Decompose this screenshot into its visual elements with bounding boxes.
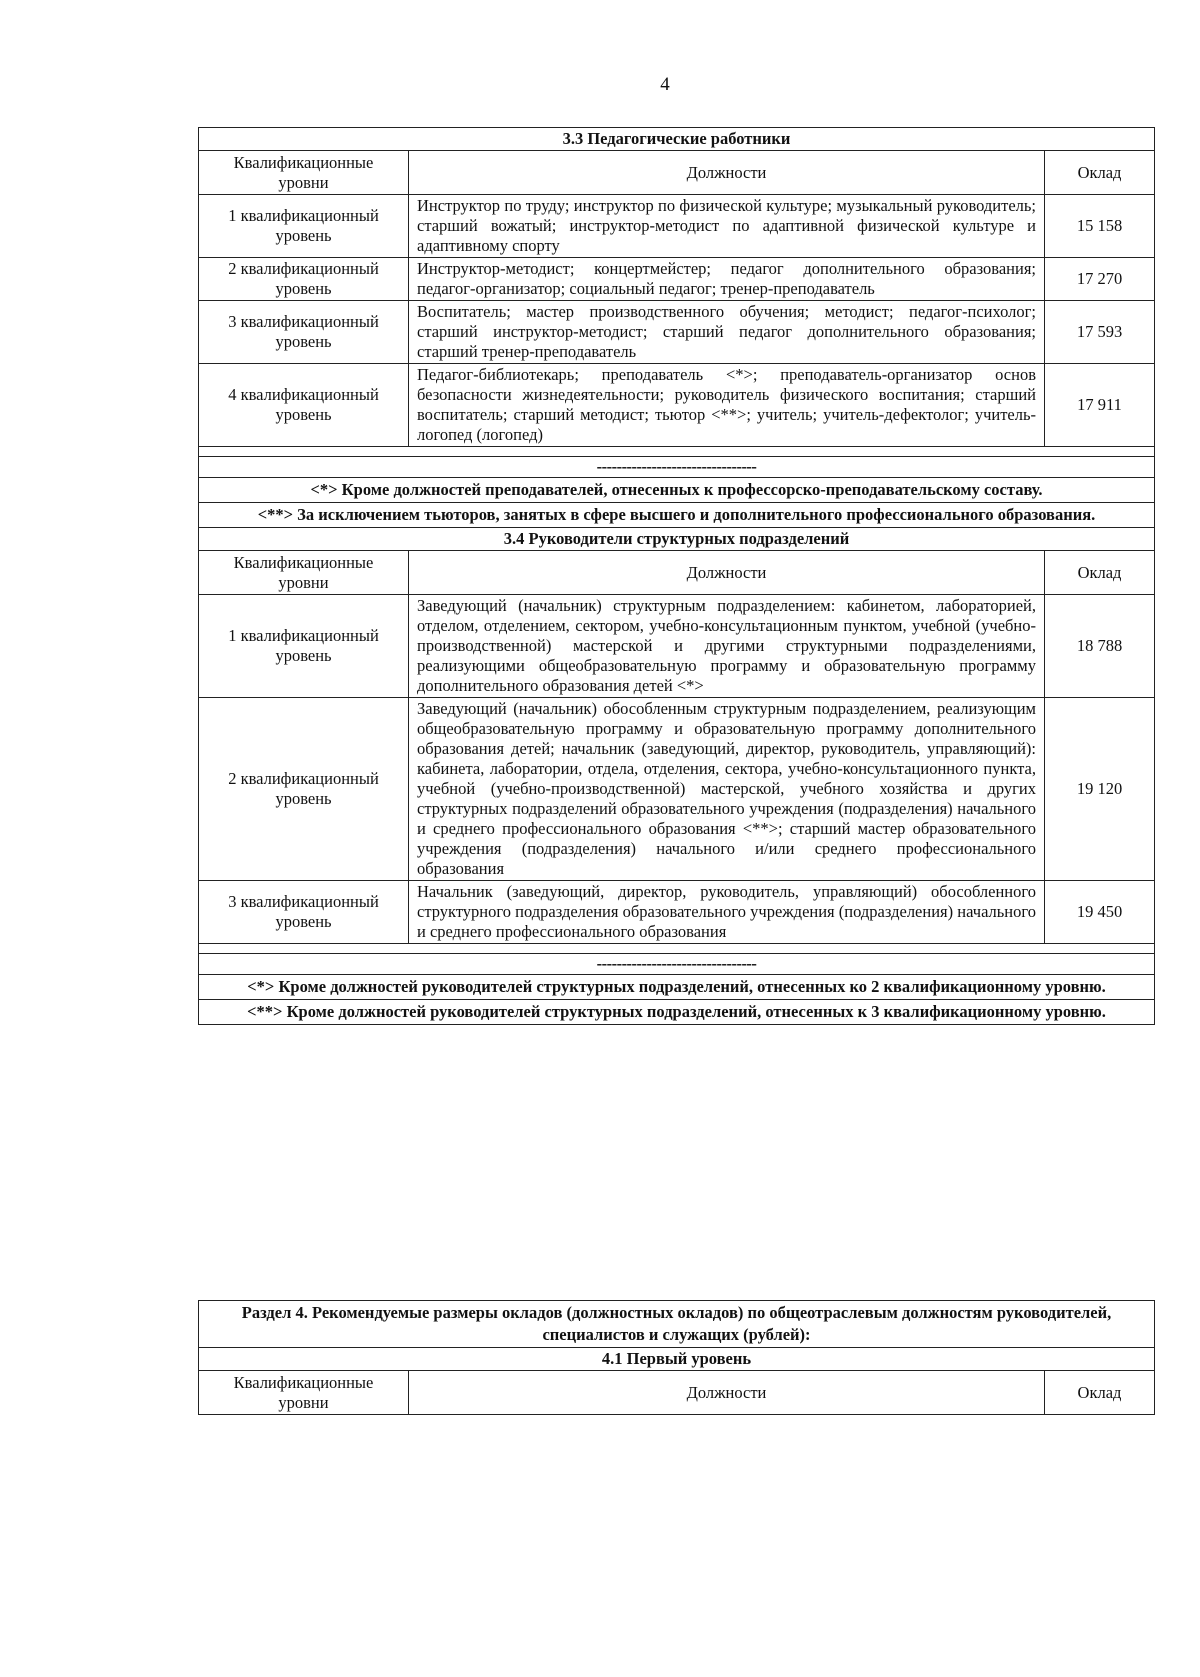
table-row: [199, 301, 1155, 364]
footnote-2: <**> За исключением тьюторов, занятых в сфере высшего и дополнительного профессионального образования.: [199, 503, 1155, 528]
section-3-4-title: 3.4 Руководители структурных подразделений: [199, 528, 1155, 551]
header-positions: Должности: [409, 1371, 1045, 1415]
table-row: [199, 364, 1155, 447]
header-salary: Оклад: [1045, 551, 1155, 595]
footnote-2: <**> Кроме должностей руководителей структурных подразделений, отнесенных к 3 квалификационному уровню.: [199, 1000, 1155, 1025]
section-4-1-title: 4.1 Первый уровень: [199, 1348, 1155, 1371]
level-cell: 1 квалификационный уровень: [199, 195, 409, 258]
spacer-row: [199, 447, 1155, 457]
level-cell: 3 квалификационный уровень: [199, 301, 409, 364]
level-cell: 2 квалификационный уровень: [199, 698, 409, 881]
header-salary: Оклад: [1045, 151, 1155, 195]
salary-cell: 19 450: [1045, 881, 1155, 944]
salary-cell: 19 120: [1045, 698, 1155, 881]
level-cell: 1 квалификационный уровень: [199, 595, 409, 698]
header-levels: Квалификационные уровни: [199, 551, 409, 595]
header-positions: Должности: [409, 151, 1045, 195]
footnote-1: <*> Кроме должностей руководителей структурных подразделений, отнесенных ко 2 квалификационному уровню.: [199, 975, 1155, 1000]
header-positions: Должности: [409, 551, 1045, 595]
salary-cell: 17 593: [1045, 301, 1155, 364]
header-levels: Квалификационные уровни: [199, 1371, 409, 1415]
level-cell: 2 квалификационный уровень: [199, 258, 409, 301]
spacer-row: [199, 944, 1155, 954]
positions-cell: Инструктор по труду; инструктор по физической культуре; музыкальный руководитель; старший вожатый; инструктор-методист по адаптивной физической культуре и адаптивному спорту: [409, 195, 1045, 258]
table-row: [199, 698, 1155, 881]
table-row: [199, 195, 1155, 258]
salary-cell: 15 158: [1045, 195, 1155, 258]
salary-table-section-4: [198, 1300, 1155, 1415]
header-levels: Квалификационные уровни: [199, 151, 409, 195]
section-3-3-title: 3.3 Педагогические работники: [199, 128, 1155, 151]
table-row: [199, 258, 1155, 301]
section-4-title: Раздел 4. Рекомендуемые размеры окладов (должностных окладов) по общеотраслевым должностям руководителей, специалистов и служащих (рублей):: [199, 1301, 1155, 1348]
salary-cell: 17 911: [1045, 364, 1155, 447]
positions-cell: Воспитатель; мастер производственного обучения; методист; педагог-психолог; старший инструктор-методист; старший педагог дополнительного образования; старший тренер-преподаватель: [409, 301, 1045, 364]
level-cell: 4 квалификационный уровень: [199, 364, 409, 447]
footnote-1: <*> Кроме должностей преподавателей, отнесенных к профессорско-преподавательскому составу.: [199, 478, 1155, 503]
positions-cell: Инструктор-методист; концертмейстер; педагог дополнительного образования; педагог-организатор; социальный педагог; тренер-преподаватель: [409, 258, 1045, 301]
salary-cell: 18 788: [1045, 595, 1155, 698]
table-row: [199, 881, 1155, 944]
footnote-separator: --------------------------------: [199, 457, 1155, 478]
footnote-separator: --------------------------------: [199, 954, 1155, 975]
level-cell: 3 квалификационный уровень: [199, 881, 409, 944]
salary-table-section-3: [198, 127, 1155, 1025]
positions-cell: Педагог-библиотекарь; преподаватель <*>; преподаватель-организатор основ безопасности жизнедеятельности; руководитель физического воспитания; старший воспитатель; старший методист; тьютор <**>; учитель; учитель-дефектолог; учитель-логопед (логопед): [409, 364, 1045, 447]
table-row: [199, 595, 1155, 698]
header-salary: Оклад: [1045, 1371, 1155, 1415]
positions-cell: Начальник (заведующий, директор, руководитель, управляющий) обособленного структурного подразделения образовательного учреждения (подразделения) начального и среднего профессионального образования: [409, 881, 1045, 944]
positions-cell: Заведующий (начальник) структурным подразделением: кабинетом, лабораторией, отделом, отделением, сектором, учебно-консультационным пунктом, учебной (учебно-производственной) мастерской и другими структурными подразделениями, реализующими общеобразовательную программу и образовательную программу дополнительного образования детей <*>: [409, 595, 1045, 698]
page-number: 4: [660, 74, 670, 95]
salary-cell: 17 270: [1045, 258, 1155, 301]
positions-cell: Заведующий (начальник) обособленным структурным подразделением, реализующим общеобразовательную программу и образовательную программу дополнительного образования детей; начальник (заведующий, директор, руководитель, управляющий): кабинета, лаборатории, отдела, отделения, сектора, учебно-консультационного пункта, учебной (учебно-производственной) мастерской, учебного хозяйства и других структурных подразделений образовательного учреждения (подразделения) начального и среднего профессионального образования <**>; старший мастер образовательного учреждения (подразделения) начального и/или среднего профессионального образования: [409, 698, 1045, 881]
